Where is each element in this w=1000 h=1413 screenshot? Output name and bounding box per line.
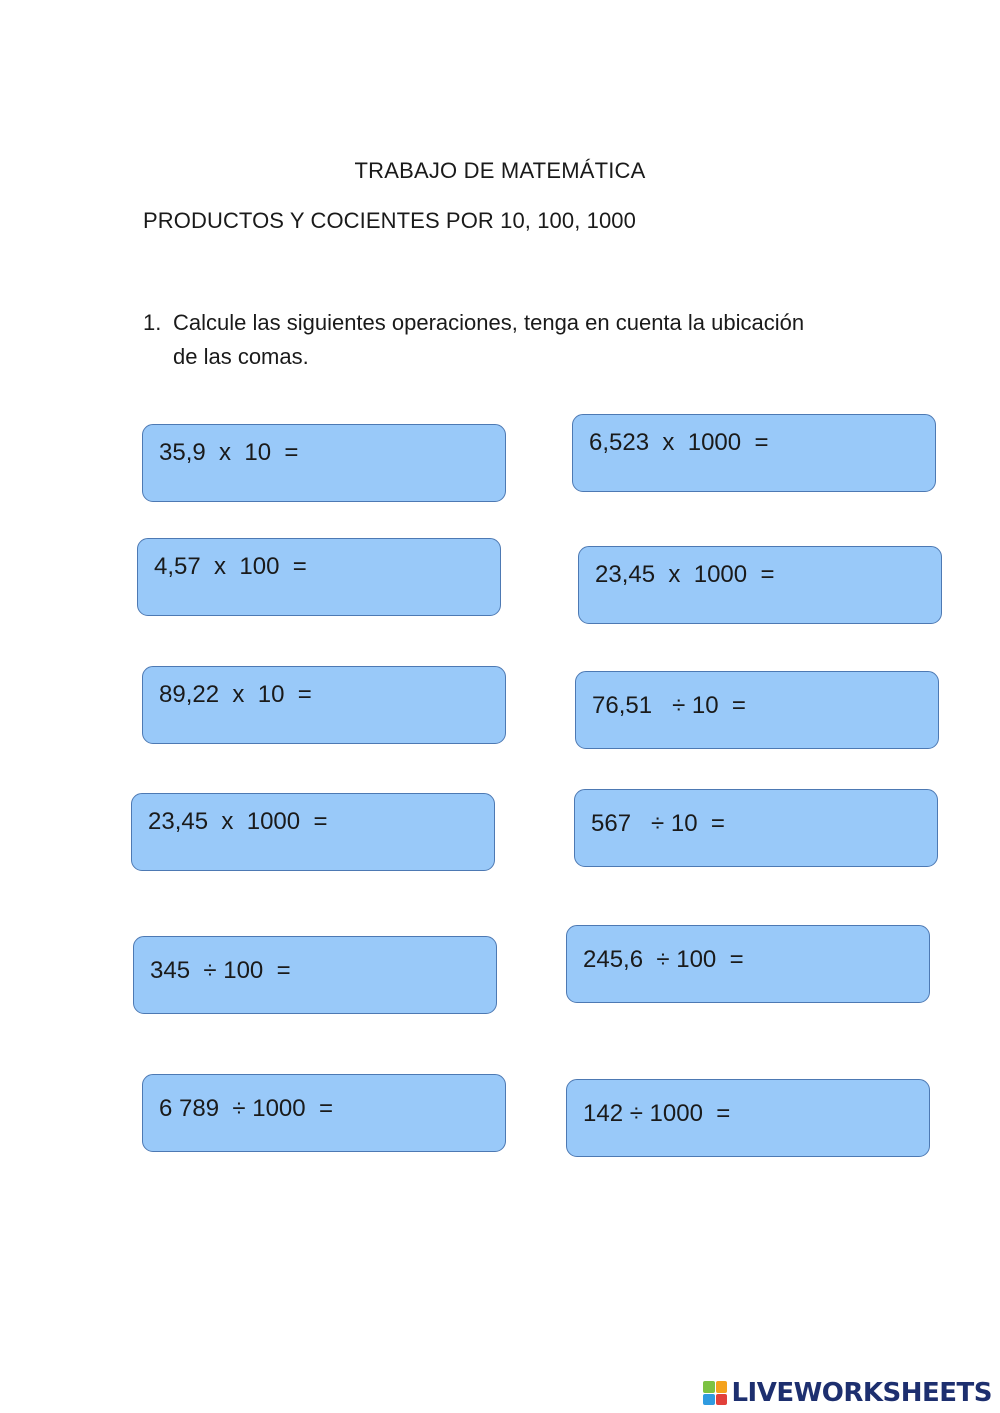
- instruction-number: 1.: [143, 310, 162, 335]
- exercise-box[interactable]: [133, 936, 497, 1014]
- exercise-box[interactable]: [137, 538, 501, 616]
- exercise-box[interactable]: [142, 666, 506, 744]
- exercise-box[interactable]: [578, 546, 942, 624]
- logo-square-red: [716, 1394, 728, 1406]
- exercise-text: 6,523 x 1000 =: [589, 429, 769, 456]
- instruction-text: Calcule las siguientes operaciones, tenga en cuenta la ubicación de las comas.: [173, 310, 805, 369]
- liveworksheets-logo-icon: [703, 1381, 727, 1405]
- exercise-text: 23,45 x 1000 =: [595, 561, 775, 588]
- exercise-text: 142 ÷ 1000 =: [583, 1100, 731, 1127]
- exercise-box[interactable]: [574, 789, 938, 867]
- logo-square-green: [703, 1381, 715, 1393]
- exercise-text: 567 ÷ 10 =: [591, 810, 725, 837]
- brand-name: LIVEWORKSHEETS: [731, 1378, 992, 1408]
- page-title: TRABAJO DE MATEMÁTICA: [354, 158, 646, 183]
- exercise-text: 4,57 x 100 =: [154, 553, 307, 580]
- exercise-box[interactable]: [566, 1079, 930, 1157]
- exercise-text: 89,22 x 10 =: [159, 681, 312, 708]
- liveworksheets-brand[interactable]: [703, 1378, 992, 1408]
- exercise-text: 23,45 x 1000 =: [148, 808, 328, 835]
- exercise-box[interactable]: [131, 793, 495, 871]
- exercise-box[interactable]: [142, 424, 506, 502]
- instruction: [143, 306, 823, 374]
- exercise-box[interactable]: [572, 414, 936, 492]
- exercise-box[interactable]: [142, 1074, 506, 1152]
- exercise-text: 345 ÷ 100 =: [150, 957, 291, 984]
- page-subtitle: PRODUCTOS Y COCIENTES POR 10, 100, 1000: [143, 208, 636, 233]
- exercise-box[interactable]: [566, 925, 930, 1003]
- logo-square-blue: [703, 1394, 715, 1406]
- exercise-box[interactable]: [575, 671, 939, 749]
- exercise-text: 76,51 ÷ 10 =: [592, 692, 746, 719]
- exercise-text: 6 789 ÷ 1000 =: [159, 1095, 333, 1122]
- exercise-text: 35,9 x 10 =: [159, 439, 299, 466]
- logo-square-orange: [716, 1381, 728, 1393]
- exercise-text: 245,6 ÷ 100 =: [583, 946, 744, 973]
